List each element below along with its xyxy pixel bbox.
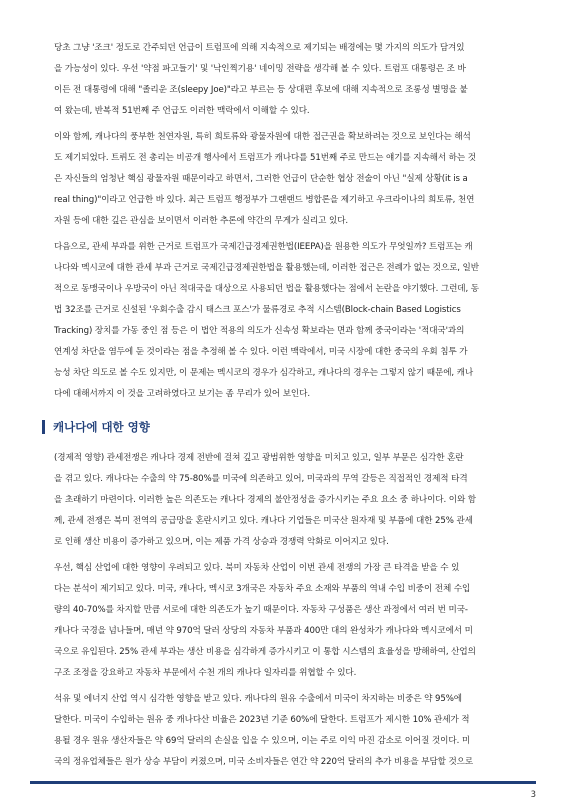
paragraph-line: 달한다. 미국이 수입하는 원유 중 캐나다산 비율은 2023년 기준 60%에 달한다. 트럼프가 제시한 10% 관세가 적 — [54, 715, 470, 725]
paragraph-line: 이든 전 대통령에 대해 "졸리운 조(sleepy Joe)"라고 부르는 등 상대편 후보에 대해 지속적으로 조롱성 별명을 붙 — [54, 85, 468, 95]
paragraph-line: 을 초래하기 마련이다. 이러한 높은 의존도는 캐나다 경제의 불안정성을 증가시키는 주요 요소 중 하나이다. 이와 함 — [54, 495, 477, 505]
paragraph-line: 국으로 유입된다. 25% 관세 부과는 생산 비용을 심각하게 증가시키고 이 통합 시스템의 효율성을 방해하여, 산업의 — [54, 647, 476, 657]
section-paragraph-3 — [42, 689, 528, 773]
paragraph-line: 구조 조정을 강요하고 자동차 부문에서 수천 개의 캐나다 일자리를 위협할 수 있다. — [54, 668, 357, 678]
paragraph-line: 능성 차단 의도로 볼 수도 있지만, 이 문제는 멕시코의 경우가 심각하고, 캐나다의 경우는 그렇지 않기 때문에, 캐나 — [54, 368, 474, 378]
page-number: 3 — [530, 790, 536, 800]
paragraph-line: 연계성 차단을 염두에 둔 것이라는 점을 추정해 볼 수 있다. 이런 맥락에서, 미국 시장에 대한 중국의 우회 침투 가 — [54, 347, 468, 357]
paragraph-line: 다에 대해서까지 이 것을 고려하였다고 보기는 좀 무리가 있어 보인다. — [54, 389, 310, 399]
paragraph-line: 국의 정유업체들은 원가 상승 부담이 커졌으며, 미국 소비자들은 연간 약 220억 달러의 추가 비용을 부담할 것으로 — [54, 757, 474, 767]
paragraph-line: (경제적 영향) 관세전쟁은 캐나다 경제 전반에 걸쳐 깊고 광범위한 영향을 미치고 있고, 일부 부문은 심각한 혼란 — [54, 453, 464, 463]
heading-accent-bar — [42, 420, 45, 434]
paragraph-line: 당초 그냥 '조크' 정도로 간주되던 언급이 트럼프에 의해 지속적으로 제기되는 배경에는 몇 가지의 의도가 담겨있 — [54, 43, 465, 53]
paragraph-line: 나다와 멕시코에 대한 관세 부과 근거로 국제긴급경제권한법을 활용했는데, 이러한 접근은 전례가 없는 것으로, 일반 — [54, 263, 479, 273]
section-heading — [42, 414, 528, 440]
paragraph-2 — [42, 127, 528, 232]
paragraph-line: 석유 및 에너지 산업 역시 심각한 영향을 받고 있다. 캐나다의 원유 수출에서 미국이 차지하는 비중은 약 95%에 — [54, 694, 463, 704]
footer-divider — [30, 781, 536, 784]
paragraph-line: 을 겪고 있다. 캐나다는 수출의 약 75-80%를 미국에 의존하고 있어, 미국과의 무역 갈등은 직접적인 경제적 타격 — [54, 474, 468, 484]
paragraph-line: 은 자신들의 엄청난 핵심 광물자원 때문이라고 하면서, 그러한 언급이 단순한 협상 전술이 아닌 "실제 상황(it is a — [54, 174, 468, 184]
paragraph-1 — [42, 38, 528, 122]
paragraph-line: Tracking) 장치를 가동 중인 점 등은 이 법안 적용의 의도가 신속성 확보라는 면과 함께 중국이라는 '적대국'과의 — [54, 326, 465, 336]
paragraph-line: real thing)"이라고 언급한 바 있다. 최근 트럼프 행정부가 그랜랜드 병합론을 제기하고 우크라이나의 희토류, 천연 — [54, 195, 475, 205]
paragraph-line: 용될 경우 원유 생산자들은 약 69억 달러의 손실을 입을 수 있으며, 이는 주로 이익 마진 감소로 이어질 것이다. 미 — [54, 736, 471, 746]
paragraph-line: 다음으로, 관세 부과를 위한 근거로 트럼프가 국제긴급경제권한법(IEEPA)을 원용한 의도가 무엇일까? 트럼프는 캐 — [54, 242, 473, 252]
paragraph-line: 캐나다 국경을 넘나들며, 매년 약 970억 달러 상당의 자동차 부품과 400만 대의 완성차가 캐나다와 멕시코에서 미 — [54, 626, 473, 636]
paragraph-line: 도 제기되었다. 트뤼도 전 총리는 비공개 행사에서 트럼프가 캐나다를 51번째 주로 만드는 얘기를 지속해서 하는 것 — [54, 153, 476, 163]
paragraph-line: 법 32조를 근거로 신설된 '우회수출 감시 태스크 포스'가 물류경로 추적 시스템(Block-chain Based Logistics — [54, 305, 461, 315]
paragraph-line: 우선, 핵심 산업에 대한 영향이 우려되고 있다. 북미 자동차 산업이 이번 관세 전쟁의 가장 큰 타격을 받을 수 있 — [54, 563, 460, 573]
paragraph-line: 을 가능성이 있다. 우선 '약점 파고들기' 및 '낙인찍기용' 네이밍 전략을 생각해 볼 수 있다. 트럼프 대통령은 조 바 — [54, 64, 466, 74]
paragraph-line: 량의 40-70%를 차지할 만큼 서로에 대한 의존도가 높기 때문이다. 자동차 구성품은 생산 과정에서 여러 번 미국- — [54, 605, 468, 615]
paragraph-line: 로 인해 생산 비용이 증가하고 있으며, 이는 제품 가격 상승과 경쟁력 악화로 이어지고 있다. — [54, 537, 389, 547]
paragraph-line: 다는 분석이 제기되고 있다. 미국, 캐나다, 멕시코 3개국은 자동차 주요 소재와 부품의 역내 수입 비중이 전체 수입 — [54, 584, 471, 594]
body-text — [42, 38, 528, 778]
section-paragraph-2 — [42, 558, 528, 684]
paragraph-line: 께, 관세 전쟁은 북미 전역의 공급망을 혼란시키고 있다. 캐나다 기업들은 미국산 원자재 및 부품에 대한 25% 관세 — [54, 516, 473, 526]
paragraph-3 — [42, 237, 528, 405]
paragraph-line: 이와 함께, 캐나다의 풍부한 천연자원, 특히 희토류와 광물자원에 대한 접근권을 확보하려는 것으로 보인다는 해석 — [54, 132, 471, 142]
paragraph-line: 여 왔는데, 반복적 51번째 주 언급도 이러한 맥락에서 이해할 수 있다. — [54, 106, 310, 116]
paragraph-line: 적으로 동맹국이나 우방국이 아닌 적대국을 대상으로 사용되던 법을 활용했다는 점에서 논란을 야기했다. 그런데, 동 — [54, 284, 479, 294]
section-title: 캐나다에 대한 영향 — [53, 420, 150, 434]
section-paragraph-1 — [42, 448, 528, 553]
paragraph-line: 자원 등에 대한 깊은 관심을 보이면서 이러한 추론에 약간의 무게가 실리고 있다. — [54, 216, 349, 226]
